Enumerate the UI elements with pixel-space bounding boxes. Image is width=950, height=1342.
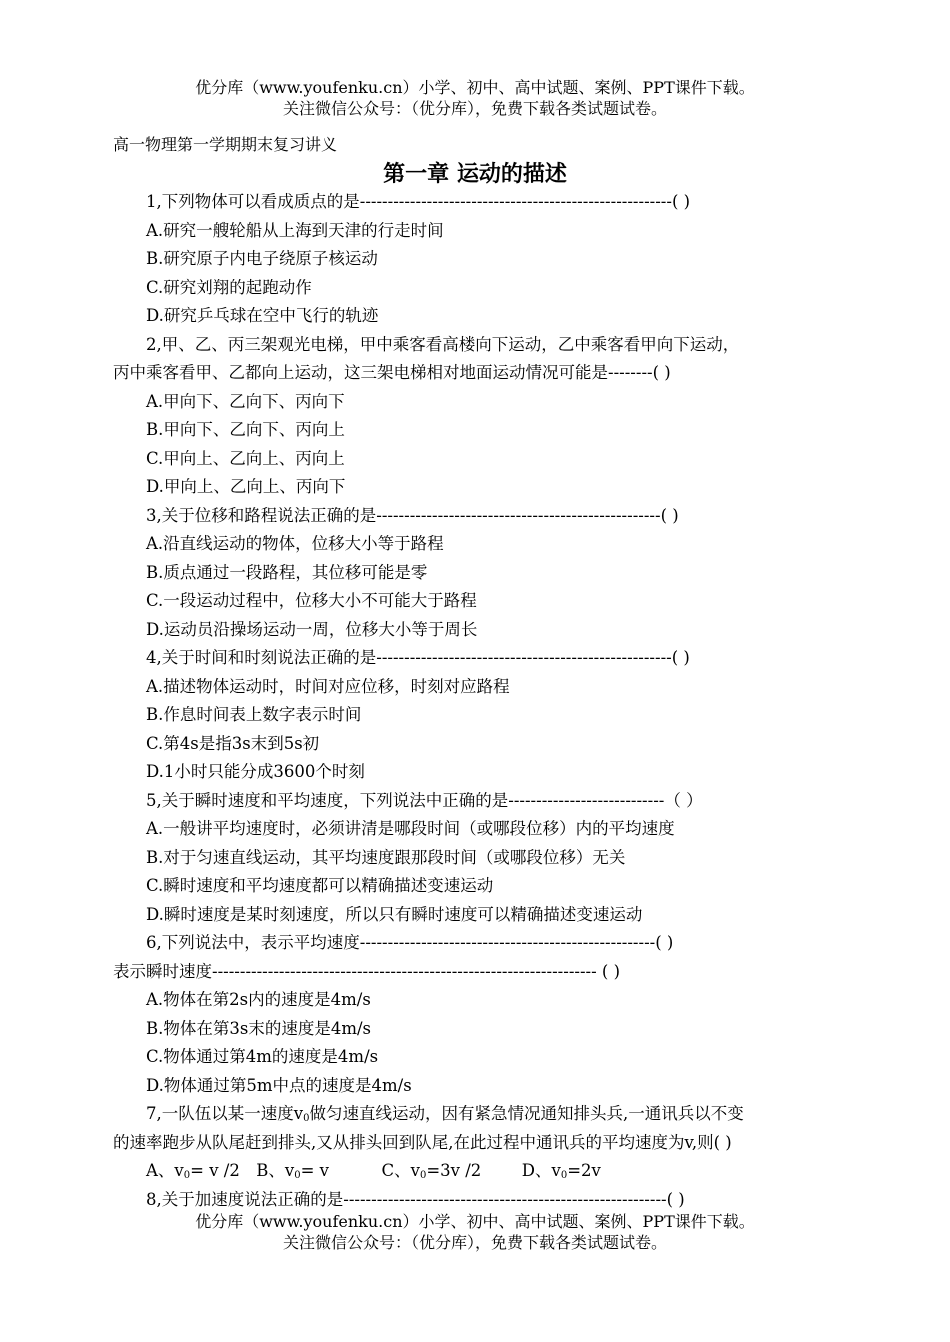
footer-line-2: 关注微信公众号：（优分库），免费下载各类试题试卷。 [282,1233,667,1252]
question-5-stem: 5,关于瞬时速度和平均速度，下列说法中正确的是----------------------------（ ） [146,790,703,810]
q7-stem-pre: 7,一队伍以某一速度v [146,1104,304,1123]
q7-c-pre: C、v [381,1161,420,1180]
question-1-option-a: A.研究一艘轮船从上海到天津的行走时间 [146,220,444,240]
question-8-stem: 8,关于加速度说法正确的是----------------------------------------------------------( ) [146,1189,685,1209]
q7-b-post: = v [300,1161,329,1180]
page-footer [0,1211,950,1253]
question-3-option-d: D.运动员沿操场运动一周，位移大小等于周长 [146,619,478,639]
q7-d-sub: 0 [560,1170,568,1181]
q7-d-pre: D、v [521,1161,561,1180]
question-6-option-d: D.物体通过第5m中点的速度是4m/s [146,1075,412,1095]
q7-stem-sub: 0 [303,1113,310,1124]
question-3-option-b: B.质点通过一段路程，其位移可能是零 [146,562,428,582]
question-4-option-c: C.第4s是指3s末到5s初 [146,733,320,753]
question-6-stem-line-1: 6,下列说法中，表示平均速度-----------------------------------------------------( ) [146,933,674,952]
chapter-title: 第一章 运动的描述 [383,162,567,187]
question-7-option-c [382,1157,517,1186]
question-5-option-b: B.对于匀速直线运动，其平均速度跟那段时间（或哪段位移）无关 [146,847,626,867]
question-6-option-c: C.物体通过第4m的速度是4m/s [146,1047,379,1066]
question-4-option-a: A.描述物体运动时，时间对应位移，时刻对应路程 [146,676,510,696]
header-line-1: 优分库（www.youfenku.cn）小学、初中、高中试题、案例、PPT课件下载。 [195,78,755,97]
question-3-option-a: A.沿直线运动的物体，位移大小等于路程 [146,534,444,553]
q7-a-sub: 0 [183,1170,191,1181]
question-7-option-b [256,1157,376,1186]
question-4-option-d: D.1小时只能分成3600个时刻 [146,762,365,781]
question-7-options [113,1157,843,1186]
question-7-stem-line-1 [113,1100,843,1129]
question-7-stem-line-2: 的速率跑步从队尾赶到排头,又从排头回到队尾,在此过程中通讯兵的平均速度为v,则( ) [113,1132,732,1152]
q7-a-post: = v /2 [190,1161,240,1180]
header-line-2: 关注微信公众号：（优分库），免费下载各类试题试卷。 [282,99,667,118]
question-6-option-a: A.物体在第2s内的速度是4m/s [146,990,371,1009]
question-1-option-d: D.研究乒乓球在空中飞行的轨迹 [146,306,379,325]
question-1-stem: 1,下列物体可以看成质点的是--------------------------------------------------------( ) [146,192,691,211]
question-2-option-d: D.甲向上、乙向上、丙向下 [146,477,346,496]
q7-b-sub: 0 [294,1170,301,1181]
q7-c-post: =3v /2 [426,1161,482,1180]
q7-stem-post: 做匀速直线运动，因有紧急情况通知排头兵,一通讯兵以不变 [309,1104,744,1123]
question-4-option-b: B.作息时间表上数字表示时间 [146,705,362,724]
question-2-stem-line-2: 丙中乘客看甲、乙都向上运动，这三架电梯相对地面运动情况可能是--------( ) [113,363,671,382]
question-1-option-b: B.研究原子内电子绕原子核运动 [146,249,378,268]
q7-a-pre: A、v [146,1161,184,1180]
question-7-option-d [522,1157,601,1186]
question-6-stem-line-2: 表示瞬时速度--------------------------------------------------------------------- ( ) [113,961,621,981]
question-5-option-a: A.一般讲平均速度时，必须讲清是哪段时间（或哪段位移）内的平均速度 [146,819,675,838]
q7-d-post: =2v [567,1161,601,1180]
footer-line-1: 优分库（www.youfenku.cn）小学、初中、高中试题、案例、PPT课件下载。 [195,1212,755,1231]
question-list [113,188,843,1214]
question-4-stem: 4,关于时间和时刻说法正确的是-----------------------------------------------------( ) [146,648,690,667]
question-7-option-a [146,1157,251,1186]
question-1-option-c: C.研究刘翔的起跑动作 [146,277,312,297]
question-2-option-c: C.甲向上、乙向上、丙向上 [146,448,345,468]
question-5-option-c: C.瞬时速度和平均速度都可以精确描述变速运动 [146,876,494,895]
document-title: 高一物理第一学期期末复习讲义 [113,135,338,154]
q7-c-sub: 0 [419,1170,427,1181]
q7-b-pre: B、v [256,1161,295,1180]
question-2-option-a: A.甲向下、乙向下、丙向下 [146,391,345,411]
question-2-stem-line-1: 2,甲、乙、丙三架观光电梯，甲中乘客看高楼向下运动，乙中乘客看甲向下运动， [146,334,740,354]
question-3-option-c: C.一段运动过程中，位移大小不可能大于路程 [146,591,477,610]
question-3-stem: 3,关于位移和路程说法正确的是---------------------------------------------------( ) [146,505,679,525]
question-6-option-b: B.物体在第3s末的速度是4m/s [146,1018,372,1038]
question-2-option-b: B.甲向下、乙向下、丙向上 [146,420,345,439]
page-header [0,77,950,119]
question-5-option-d: D.瞬时速度是某时刻速度，所以只有瞬时速度可以精确描述变速运动 [146,904,643,924]
